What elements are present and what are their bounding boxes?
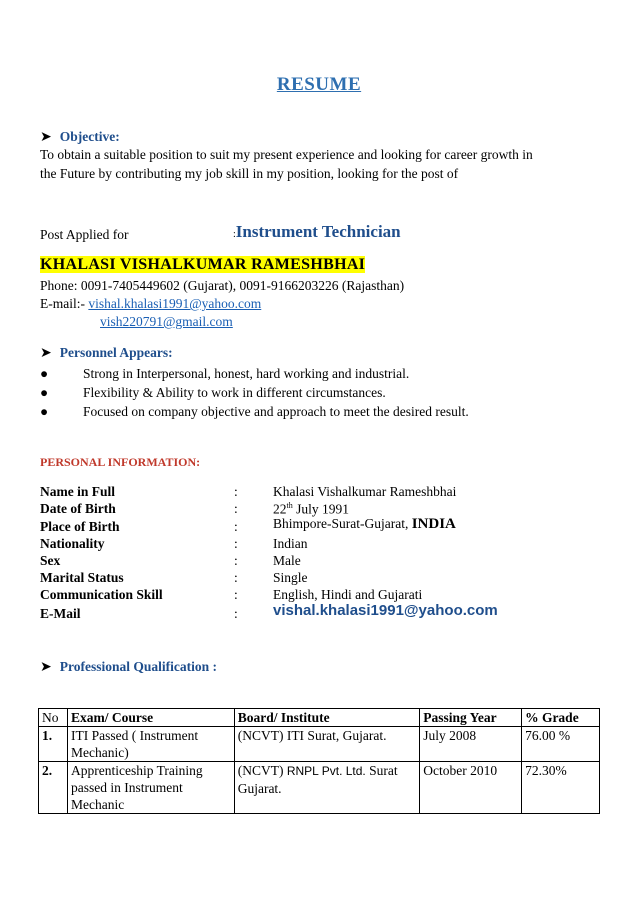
pi-label: Name in Full bbox=[40, 484, 116, 499]
pi-colon: : bbox=[234, 587, 238, 602]
header-exam: Exam/ Course bbox=[67, 709, 234, 727]
pi-value: Khalasi Vishalkumar Rameshbhai bbox=[273, 484, 457, 499]
email-label: E-mail:- bbox=[40, 296, 89, 311]
row-board bbox=[234, 762, 420, 814]
pi-value: Male bbox=[273, 553, 301, 568]
pi-label: Communication Skill bbox=[40, 587, 163, 602]
dob-sup: th bbox=[286, 501, 293, 510]
bullet-icon: ● bbox=[40, 385, 49, 400]
table-header-row bbox=[39, 709, 600, 727]
qualification-heading: Professional Qualification : bbox=[59, 659, 217, 674]
pi-value: English, Hindi and Gujarati bbox=[273, 587, 423, 602]
pi-value: Single bbox=[273, 570, 308, 585]
pi-label: Nationality bbox=[40, 536, 105, 551]
row-exam-text: ITI Passed ( Instrument Mechanic) bbox=[70, 728, 199, 760]
arrow-bullet-icon: ➤ bbox=[40, 660, 52, 675]
pi-value: Indian bbox=[273, 536, 308, 551]
pi-colon: : bbox=[234, 501, 238, 516]
place-text: Bhimpore-Surat-Gujarat, bbox=[273, 516, 412, 531]
objective-heading: Objective: bbox=[59, 129, 120, 144]
row-no: 2. bbox=[39, 762, 68, 814]
bullet-icon: ● bbox=[40, 366, 49, 381]
table-row bbox=[39, 727, 600, 762]
pi-colon: : bbox=[234, 553, 238, 568]
pi-colon: : bbox=[234, 536, 238, 551]
qualification-heading-row bbox=[40, 659, 217, 676]
row-no: 1. bbox=[39, 727, 68, 762]
row-grade: 76.00 % bbox=[522, 727, 600, 762]
personnel-heading-row bbox=[40, 345, 173, 362]
header-board: Board/ Institute bbox=[234, 709, 420, 727]
dob-day: 22 bbox=[273, 501, 287, 517]
place-country: INDIA bbox=[411, 516, 456, 532]
personnel-item: Focused on company objective and approach to meet the desired result. bbox=[83, 404, 469, 419]
arrow-bullet-icon: ➤ bbox=[40, 130, 52, 145]
candidate-name-row bbox=[40, 256, 365, 274]
table-row bbox=[39, 762, 600, 814]
row-year: October 2010 bbox=[420, 762, 522, 814]
header-no: No bbox=[39, 709, 68, 727]
email-secondary-row bbox=[100, 314, 233, 330]
header-grade: % Grade bbox=[522, 709, 600, 727]
pi-colon: : bbox=[234, 484, 238, 499]
personnel-heading: Personnel Appears: bbox=[59, 345, 173, 360]
bullet-icon: ● bbox=[40, 404, 49, 419]
email-secondary-link[interactable]: vish220791@gmail.com bbox=[100, 314, 233, 329]
objective-heading-row bbox=[40, 129, 120, 146]
personnel-item: Strong in Interpersonal, honest, hard working and industrial. bbox=[83, 366, 410, 381]
pi-colon: : bbox=[234, 606, 238, 621]
row-year: July 2008 bbox=[420, 727, 522, 762]
row-exam bbox=[67, 727, 234, 762]
arrow-bullet-icon: ➤ bbox=[40, 346, 52, 361]
post-applied-value: Instrument Technician bbox=[235, 222, 401, 241]
personal-info-heading: PERSONAL INFORMATION: bbox=[40, 455, 201, 469]
pi-value-place bbox=[273, 516, 456, 533]
phone-line: Phone: 0091-7405449602 (Gujarat), 0091-9166203226 (Rajasthan) bbox=[40, 278, 405, 293]
email-line bbox=[40, 296, 261, 312]
candidate-name: KHALASI VISHALKUMAR RAMESHBHAI bbox=[40, 256, 366, 273]
row-grade: 72.30% bbox=[522, 762, 600, 814]
pi-email-value: vishal.khalasi1991@yahoo.com bbox=[273, 602, 498, 619]
resume-title: RESUME bbox=[276, 74, 362, 95]
post-applied-label: Post Applied for bbox=[40, 227, 129, 242]
pi-label: E-Mail bbox=[40, 606, 81, 621]
board-c: Surat Gujarat. bbox=[237, 763, 398, 796]
post-applied-value-row bbox=[233, 222, 401, 242]
pi-label: Sex bbox=[40, 553, 61, 568]
board-a: (NCVT) bbox=[237, 763, 287, 778]
pi-label: Date of Birth bbox=[40, 501, 116, 516]
personnel-item: Flexibility & Ability to work in different circumstances. bbox=[83, 385, 386, 400]
row-board: (NCVT) ITI Surat, Gujarat. bbox=[234, 727, 420, 762]
pi-label: Marital Status bbox=[40, 570, 124, 585]
pi-colon: : bbox=[234, 519, 238, 534]
pi-colon: : bbox=[234, 570, 238, 585]
email-primary-link[interactable]: vishal.khalasi1991@yahoo.com bbox=[88, 296, 262, 311]
objective-line-2: the Future by contributing my job skill in my position, looking for the post of bbox=[40, 166, 459, 181]
row-exam bbox=[67, 762, 234, 814]
dob-rest: July 1991 bbox=[292, 501, 349, 517]
qualification-table bbox=[38, 708, 600, 814]
board-b: RNPL Pvt. Ltd. bbox=[286, 764, 366, 778]
header-year: Passing Year bbox=[420, 709, 522, 727]
post-applied-colon: : bbox=[233, 229, 236, 240]
row-exam-text: Apprenticeship Training passed in Instrument Mechanic bbox=[70, 763, 203, 812]
pi-label: Place of Birth bbox=[40, 519, 120, 534]
objective-line-1: To obtain a suitable position to suit my present experience and looking for career growth in bbox=[40, 147, 533, 162]
